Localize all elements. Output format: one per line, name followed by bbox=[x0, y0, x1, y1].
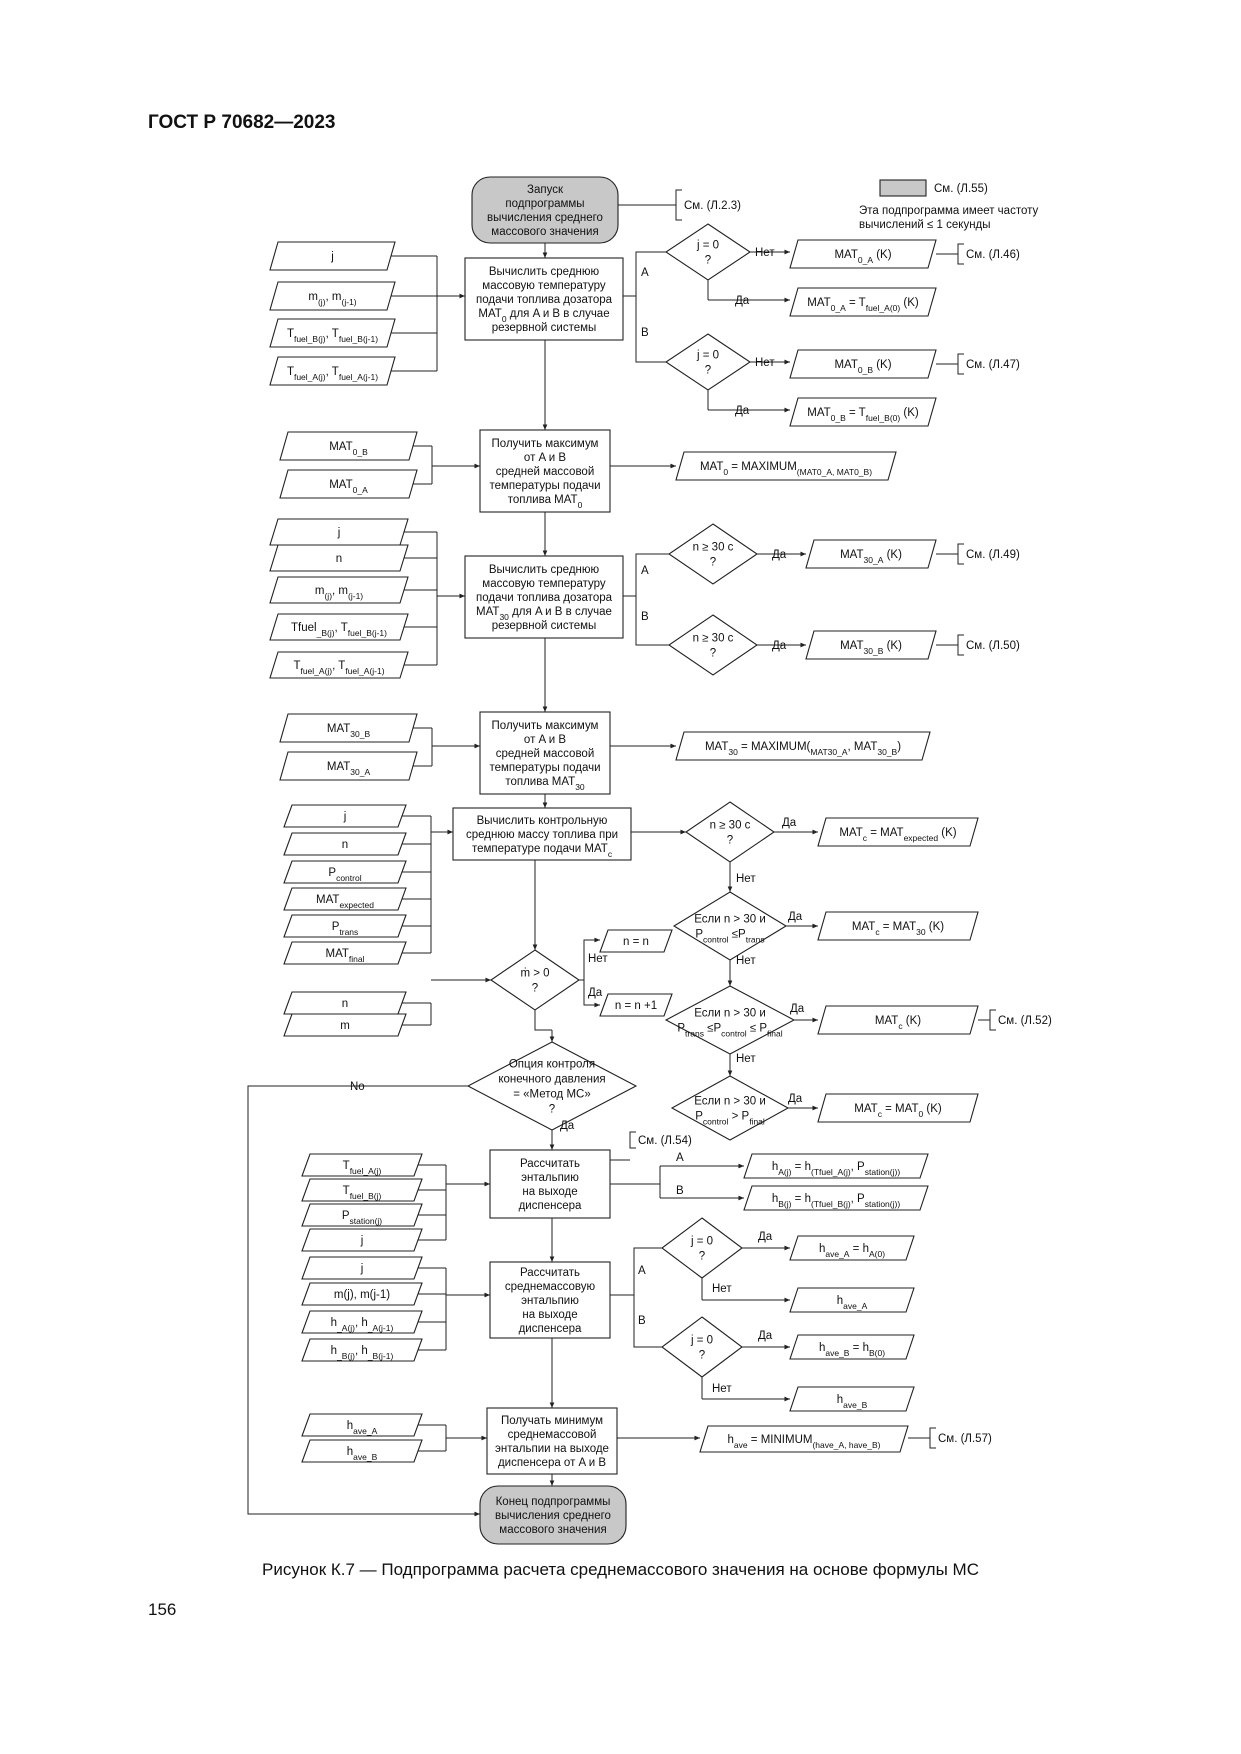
inputs-mat0-input-0-text: j bbox=[331, 251, 334, 263]
label-yes: Да bbox=[788, 1093, 803, 1105]
arrow-head bbox=[784, 1246, 790, 1251]
ref-l49-text: См. (Л.49) bbox=[966, 549, 1020, 561]
inputs-h-input-1-text: $T_{fuel\_B(j)}$ bbox=[342, 1185, 382, 1201]
inputs-have-input-2-text: $h_{\_A(j)}$, $h_{\_A(j-1)}$ bbox=[330, 1317, 394, 1333]
ref-l54-text: См. (Л.54) bbox=[638, 1135, 692, 1147]
decision-option bbox=[468, 1042, 636, 1130]
output-n-eq-n-text: n = n bbox=[623, 936, 649, 948]
arrow-head bbox=[543, 424, 548, 430]
arrow-head bbox=[459, 294, 465, 299]
max-mat0-box-line-3: температуры подачи bbox=[489, 480, 601, 492]
ref-l52-bracket bbox=[990, 1010, 996, 1030]
decision-j0-a-line-0: j = 0 bbox=[696, 239, 720, 252]
arrow-head bbox=[784, 1345, 790, 1350]
inputs-matc-input-2-text: $P_{control}$ bbox=[328, 867, 362, 883]
decision-n30-b bbox=[669, 615, 757, 675]
arrow-head bbox=[550, 1144, 555, 1150]
end-terminal-line-0: Конец подпрограммы bbox=[495, 1496, 611, 1508]
decision-mdot-line-1: ? bbox=[531, 982, 539, 995]
label-yes: Да bbox=[758, 1330, 773, 1342]
min-h-box-line-3: диспенсера от A и B bbox=[497, 1457, 607, 1469]
label-branch-b-2: B bbox=[641, 611, 649, 623]
figure-caption: Рисунок К.7 — Подпрограмма расчета среднемассового значения на основе формулы МС bbox=[262, 1560, 979, 1579]
decision-n30-a-line-0: n ≥ 30 c bbox=[692, 541, 734, 554]
ref-l54-bracket bbox=[630, 1132, 636, 1148]
output-ha-text: $h_{A(j)} = h_{(Tfuel\_A(j)}$, $P_{station(j))}$ bbox=[771, 1161, 901, 1177]
flow-down bbox=[535, 1010, 552, 1030]
calc-have-box-line-3: на выходе bbox=[522, 1309, 578, 1321]
decision-j0-b bbox=[666, 334, 750, 390]
start-terminal-line-0: Запуск bbox=[527, 184, 563, 196]
arrow-head bbox=[812, 1106, 818, 1111]
decision-if1-line-0: Если n > 30 и bbox=[694, 913, 766, 926]
inputs-mat30-input-4-text: $T_{fuel\_A(j)}$, $T_{fuel\_A(j-1)}$ bbox=[293, 660, 385, 676]
calc-mat0-box-line-3: $MAT_0$ для A и B в случае bbox=[478, 308, 610, 324]
ref-l57-bracket bbox=[930, 1428, 936, 1448]
decision-if3 bbox=[672, 1076, 788, 1140]
inputs-mat30-input-2-text: $m_{(j)}$, $m_{(j-1)}$ bbox=[314, 585, 364, 601]
decision-if3-line-0: Если n > 30 и bbox=[694, 1095, 766, 1108]
max-mat0-box-line-4: топлива $MAT_0$ bbox=[507, 494, 583, 510]
decision-option-line-0: Опция контроля bbox=[508, 1058, 596, 1071]
arrow-head bbox=[550, 1480, 555, 1486]
calc-have-box-line-0: Рассчитать bbox=[519, 1267, 581, 1279]
max-mat30-box-line-3: температуры подачи bbox=[489, 762, 601, 774]
max-mat30-box-line-0: Получить максимум bbox=[491, 720, 599, 732]
arrow-head bbox=[800, 552, 806, 557]
output-matc-text: $MAT_c$ (K) bbox=[874, 1015, 922, 1031]
label-yes: Да bbox=[735, 405, 750, 417]
label-no-en: No bbox=[350, 1081, 365, 1093]
decision-j0-hb-line-0: j = 0 bbox=[690, 1334, 714, 1347]
arrow-head bbox=[533, 944, 538, 950]
max-mat0-box-line-1: от A и B bbox=[523, 452, 567, 464]
ref-start-text: См. (Л.2.3) bbox=[684, 200, 741, 212]
label-no: Нет bbox=[712, 1283, 732, 1295]
decision-option-line-3: ? bbox=[548, 1103, 556, 1116]
arrow-head bbox=[543, 550, 548, 556]
inputs-have-input-3-text: $h_{\_B(j)}$, $h_{\_B(j-1)}$ bbox=[330, 1345, 394, 1361]
decision-n30-a bbox=[669, 524, 757, 584]
ref-l57-text: См. (Л.57) bbox=[938, 1433, 992, 1445]
decision-if1 bbox=[674, 892, 786, 960]
inputs-mat30-input-1-text: n bbox=[335, 553, 343, 565]
inputs-mat0-input-3-text: $T_{fuel\_A(j)}$, $T_{fuel\_A(j-1)}$ bbox=[286, 366, 379, 382]
max-mat30-box-line-1: от A и B bbox=[523, 734, 567, 746]
arrow-head bbox=[812, 924, 818, 929]
calc-mat0-box-line-2: подачи топлива дозатора bbox=[475, 294, 613, 306]
arrow-head bbox=[543, 252, 548, 258]
end-terminal-line-1: вычисления среднего bbox=[495, 1510, 611, 1522]
decision-if1-line-1: $P_{control} \le P_{trans}$ bbox=[695, 928, 765, 945]
arrow-head bbox=[694, 1436, 700, 1441]
arrow-head bbox=[594, 938, 600, 943]
label-no: Нет bbox=[712, 1383, 732, 1395]
arrow-head bbox=[474, 464, 480, 469]
inputs-h-input-0-text: $T_{fuel\_A(j)}$ bbox=[342, 1160, 382, 1176]
arrow-head bbox=[484, 1293, 490, 1298]
end-terminal-line-2: массового значения bbox=[499, 1524, 607, 1536]
label-yes: Да bbox=[758, 1231, 773, 1243]
decision-option-line-2: = «Метод МС» bbox=[513, 1088, 591, 1101]
output-mat0a-yes-text: $MAT_{0\_A} = T_{fuel\_A(0)}$ (K) bbox=[807, 297, 919, 313]
arrow-head bbox=[784, 298, 790, 303]
inputs-max-mat30-input-1-text: $MAT_{30\_A}$ bbox=[326, 761, 371, 777]
output-mat0b-no-text: $MAT_{0\_B}$ (K) bbox=[834, 359, 892, 375]
decision-if2 bbox=[666, 986, 794, 1054]
arrow-head bbox=[543, 802, 548, 808]
calc-have-box-line-2: энтальпию bbox=[521, 1295, 579, 1307]
arrow-head bbox=[550, 1256, 555, 1262]
inputs-mat0-input-1-text: $m_{(j)}$, $m_{(j-1)}$ bbox=[308, 291, 357, 307]
calc-mat0-box-line-1: массовую температуру bbox=[482, 280, 606, 292]
max-mat0-box-line-2: средней массовой bbox=[495, 466, 595, 478]
branch-a-line bbox=[610, 1248, 662, 1295]
output-max-mat0-text: $MAT_0$ = $MAXIMUM_{(MAT0\_A, MAT0\_B)}$ bbox=[699, 461, 873, 477]
legend-subroutine-icon bbox=[880, 180, 926, 196]
decision-j0-ha-line-0: j = 0 bbox=[690, 1235, 714, 1248]
output-matc-30-text: $MAT_c = MAT_{30}$ (K) bbox=[851, 921, 945, 937]
decision-j0-a bbox=[666, 224, 750, 280]
label-no: Нет bbox=[588, 953, 608, 965]
label-branch-b-1: B bbox=[641, 327, 649, 339]
label-branch-a-1: A bbox=[641, 267, 649, 279]
arrow-head bbox=[474, 744, 480, 749]
ref-l47-bracket bbox=[958, 354, 964, 374]
ref-l49-bracket bbox=[958, 544, 964, 564]
label-branch-b-4: B bbox=[638, 1315, 646, 1327]
label-yes: Да bbox=[788, 911, 803, 923]
label-yes: Да bbox=[735, 295, 750, 307]
inputs-min-input-1-text: $h_{ave\_B}$ bbox=[346, 1446, 378, 1462]
decision-n30-b-line-1: ? bbox=[709, 647, 717, 660]
min-h-box-line-0: Получать минимум bbox=[500, 1415, 604, 1427]
inputs-matc-input-3-text: $MAT_{expected}$ bbox=[316, 894, 374, 910]
label-yes: Да bbox=[772, 640, 787, 652]
label-no: Нет bbox=[736, 1053, 756, 1065]
start-terminal-line-1: подпрограммы bbox=[505, 198, 585, 210]
arrow-head bbox=[812, 1018, 818, 1023]
document-header: ГОСТ Р 70682—2023 bbox=[148, 112, 336, 133]
arrow-head bbox=[550, 1036, 555, 1042]
calc-h-box-line-1: энтальпию bbox=[521, 1172, 579, 1184]
inputs-h-input-2-text: $P_{station(j)}$ bbox=[341, 1210, 383, 1226]
arrow-head bbox=[728, 1070, 733, 1076]
output-have-a0-text: $h_{ave\_A} = h_{A(0)}$ bbox=[818, 1243, 886, 1259]
decision-if3-line-1: $P_{control} > P_{final}$ bbox=[695, 1110, 765, 1127]
decision-j0-hb-line-1: ? bbox=[698, 1349, 706, 1362]
decision-j0-ha-line-1: ? bbox=[698, 1250, 706, 1263]
ref-l52-text: См. (Л.52) bbox=[998, 1015, 1052, 1027]
calc-have-box-line-4: диспенсера bbox=[518, 1323, 582, 1335]
start-terminal-line-3: массового значения bbox=[491, 226, 599, 238]
legend-note-1: Эта подпрограмма имеет частоту bbox=[859, 205, 1039, 217]
decision-j0-ha bbox=[662, 1218, 742, 1278]
max-mat30-box-line-2: средней массовой bbox=[495, 748, 595, 760]
output-n-plus-text: n = n +1 bbox=[614, 1000, 658, 1012]
output-matc-0-text: $MAT_c = MAT_0$ (K) bbox=[854, 1103, 942, 1119]
arrow-head bbox=[670, 744, 676, 749]
calc-mat0-box-line-0: Вычислить среднюю bbox=[488, 266, 600, 278]
arrow-head bbox=[728, 980, 733, 986]
calc-have-box-line-1: среднемассовую bbox=[504, 1281, 596, 1293]
output-mat0a-no-text: $MAT_{0\_A}$ (K) bbox=[834, 249, 892, 265]
ref-l47-text: См. (Л.47) bbox=[966, 359, 1020, 371]
calc-mat30-box-line-0: Вычислить среднюю bbox=[488, 564, 600, 576]
decision-mdot bbox=[491, 950, 579, 1010]
output-matc-expected-text: $MAT_c = MAT_{expected}$ (K) bbox=[839, 827, 957, 843]
decision-mdot-line-0: ṁ > 0 bbox=[520, 967, 550, 980]
arrow-head bbox=[738, 1196, 744, 1201]
label-no: Нет bbox=[736, 873, 756, 885]
calc-mat0-box-line-4: резервной системы bbox=[491, 322, 597, 334]
inputs-have-input-1-text: m(j), m(j-1) bbox=[333, 1289, 391, 1301]
inputs-matc-input-1-text: n bbox=[341, 839, 349, 851]
calc-h-box-line-0: Рассчитать bbox=[519, 1158, 581, 1170]
calc-mat30-box-line-2: подачи топлива дозатора bbox=[475, 592, 613, 604]
legend-ref: См. (Л.55) bbox=[934, 183, 988, 195]
arrow-head bbox=[459, 594, 465, 599]
branch-a-line bbox=[610, 1166, 660, 1184]
decision-n30-c bbox=[686, 802, 774, 862]
inputs-max-mat0-input-0-text: $MAT_{0\_B}$ bbox=[329, 441, 368, 457]
inputs-max-mat30-input-0-text: $MAT_{30\_B}$ bbox=[326, 723, 371, 739]
inputs-mdot-input-1-text: m bbox=[340, 1020, 350, 1032]
arrow-head bbox=[670, 464, 676, 469]
output-min-text: $h_{ave}$ = $MINIMUM_{(have\_A, have\_B)}$ bbox=[727, 1434, 881, 1450]
max-mat0-box-line-0: Получить максимум bbox=[491, 438, 599, 450]
output-mat0b-yes-text: $MAT_{0\_B} = T_{fuel\_B(0)}$ (K) bbox=[807, 407, 919, 423]
label-yes: Да bbox=[772, 549, 787, 561]
inputs-matc-input-4-text: $P_{trans}$ bbox=[331, 921, 359, 937]
arrow-head bbox=[784, 408, 790, 413]
calc-h-box-line-3: диспенсера bbox=[518, 1200, 582, 1212]
inputs-mat30-input-3-text: Tfuel$_{\_B(j)}$, $T_{fuel\_B(j-1)}$ bbox=[291, 622, 387, 638]
label-yes: Да bbox=[782, 817, 797, 829]
decision-if2-line-0: Если n > 30 и bbox=[694, 1007, 766, 1020]
decision-n30-c-line-1: ? bbox=[726, 834, 734, 847]
inputs-have-input-0-text: j bbox=[360, 1263, 364, 1275]
decision-j0-hb bbox=[662, 1317, 742, 1377]
output-mat30a-text: $MAT_{30\_A}$ (K) bbox=[840, 549, 902, 565]
min-h-box-line-1: среднемассовой bbox=[507, 1429, 597, 1441]
arrow-head bbox=[738, 1164, 744, 1169]
ref-l50-bracket bbox=[958, 635, 964, 655]
decision-j0-a-line-1: ? bbox=[704, 254, 712, 267]
arrow-head bbox=[812, 830, 818, 835]
arrow-head bbox=[784, 250, 790, 255]
calc-matc-box-line-0: Вычислить контрольную bbox=[476, 815, 608, 827]
arrow-head bbox=[594, 1003, 600, 1008]
ref-start-bracket bbox=[676, 190, 682, 220]
arrow-head bbox=[543, 706, 548, 712]
ref-l46-text: См. (Л.46) bbox=[966, 249, 1020, 261]
inputs-mdot-input-0-text: n bbox=[341, 998, 349, 1010]
arrow-head bbox=[800, 643, 806, 648]
output-have-a-text: $h_{ave\_A}$ bbox=[836, 1295, 868, 1311]
label-branch-a-3: A bbox=[676, 1152, 684, 1164]
label-yes: Да bbox=[560, 1120, 575, 1132]
decision-j0-b-line-1: ? bbox=[704, 364, 712, 377]
max-mat30-box-line-4: топлива $MAT_{30}$ bbox=[505, 776, 585, 792]
calc-h-box-line-2: на выходе bbox=[522, 1186, 578, 1198]
output-have-b-text: $h_{ave\_B}$ bbox=[836, 1394, 868, 1410]
inputs-matc-input-5-text: $MAT_{final}$ bbox=[325, 948, 365, 964]
decision-n30-b-line-0: n ≥ 30 c bbox=[692, 632, 734, 645]
inputs-min-input-0-text: $h_{ave\_A}$ bbox=[346, 1420, 378, 1436]
arrow-head bbox=[550, 1402, 555, 1408]
page-number: 156 bbox=[148, 1600, 177, 1619]
label-no: Нет bbox=[755, 357, 775, 369]
label-branch-a-2: A bbox=[641, 565, 649, 577]
calc-mat30-box-line-1: массовую температуру bbox=[482, 578, 606, 590]
inputs-mat0-input-2-text: $T_{fuel\_B(j)}$, $T_{fuel\_B(j-1)}$ bbox=[286, 328, 379, 344]
arrow-head bbox=[784, 1298, 790, 1303]
decision-n30-c-line-0: n ≥ 30 c bbox=[709, 819, 751, 832]
decision-if2-line-1: $P_{trans} \le P_{control} \le P_{final}$ bbox=[677, 1022, 783, 1039]
label-yes: Да bbox=[790, 1003, 805, 1015]
legend-note-2: вычислений ≤ 1 секунды bbox=[859, 219, 991, 231]
min-h-box-line-2: энтальпии на выходе bbox=[495, 1443, 609, 1455]
label-branch-b-3: B bbox=[676, 1185, 684, 1197]
calc-matc-box-line-1: среднюю массу топлива при bbox=[465, 829, 619, 841]
ref-l46-bracket bbox=[958, 244, 964, 264]
arrow-head bbox=[447, 830, 453, 835]
calc-matc-box-line-2: температуре подачи $MAT_c$ bbox=[471, 843, 613, 859]
arrow-head bbox=[728, 886, 733, 892]
arrow-head bbox=[484, 1182, 490, 1187]
arrow-head bbox=[474, 1512, 480, 1517]
calc-mat30-box-line-4: резервной системы bbox=[491, 620, 597, 632]
output-mat30b-text: $MAT_{30\_B}$ (K) bbox=[840, 640, 902, 656]
label-no: Нет bbox=[755, 247, 775, 259]
decision-option-line-1: конечного давления bbox=[498, 1073, 606, 1086]
calc-mat30-box-line-3: $MAT_{30}$ для A и B в случае bbox=[476, 606, 612, 622]
label-yes: Да bbox=[588, 987, 603, 999]
decision-j0-b-line-0: j = 0 bbox=[696, 349, 720, 362]
flowchart-shapes bbox=[270, 177, 1052, 1544]
decision-n30-a-line-1: ? bbox=[709, 556, 717, 569]
output-max-mat30-text: $MAT_{30}$ = $MAXIMUM(_{MAT30\_A}$, $MAT_{30\_B}$) bbox=[704, 741, 902, 757]
inputs-mat30-input-0-text: j bbox=[337, 527, 341, 539]
ref-l50-text: См. (Л.50) bbox=[966, 640, 1020, 652]
label-branch-a-4: A bbox=[638, 1265, 646, 1277]
inputs-h-input-3-text: j bbox=[360, 1235, 364, 1247]
inputs-matc-input-0-text: j bbox=[343, 811, 347, 823]
output-hb-text: $h_{B(j)} = h_{(Tfuel\_B(j)}$, $P_{station(j))}$ bbox=[771, 1193, 901, 1209]
arrow-head bbox=[784, 360, 790, 365]
start-terminal-line-2: вычисления среднего bbox=[487, 212, 603, 224]
label-no: Нет bbox=[736, 955, 756, 967]
inputs-max-mat0-input-1-text: $MAT_{0\_A}$ bbox=[329, 479, 368, 495]
arrow-head bbox=[784, 1397, 790, 1402]
output-have-b0-text: $h_{ave\_B} = h_{B(0)}$ bbox=[818, 1342, 886, 1358]
arrow-head bbox=[481, 1436, 487, 1441]
